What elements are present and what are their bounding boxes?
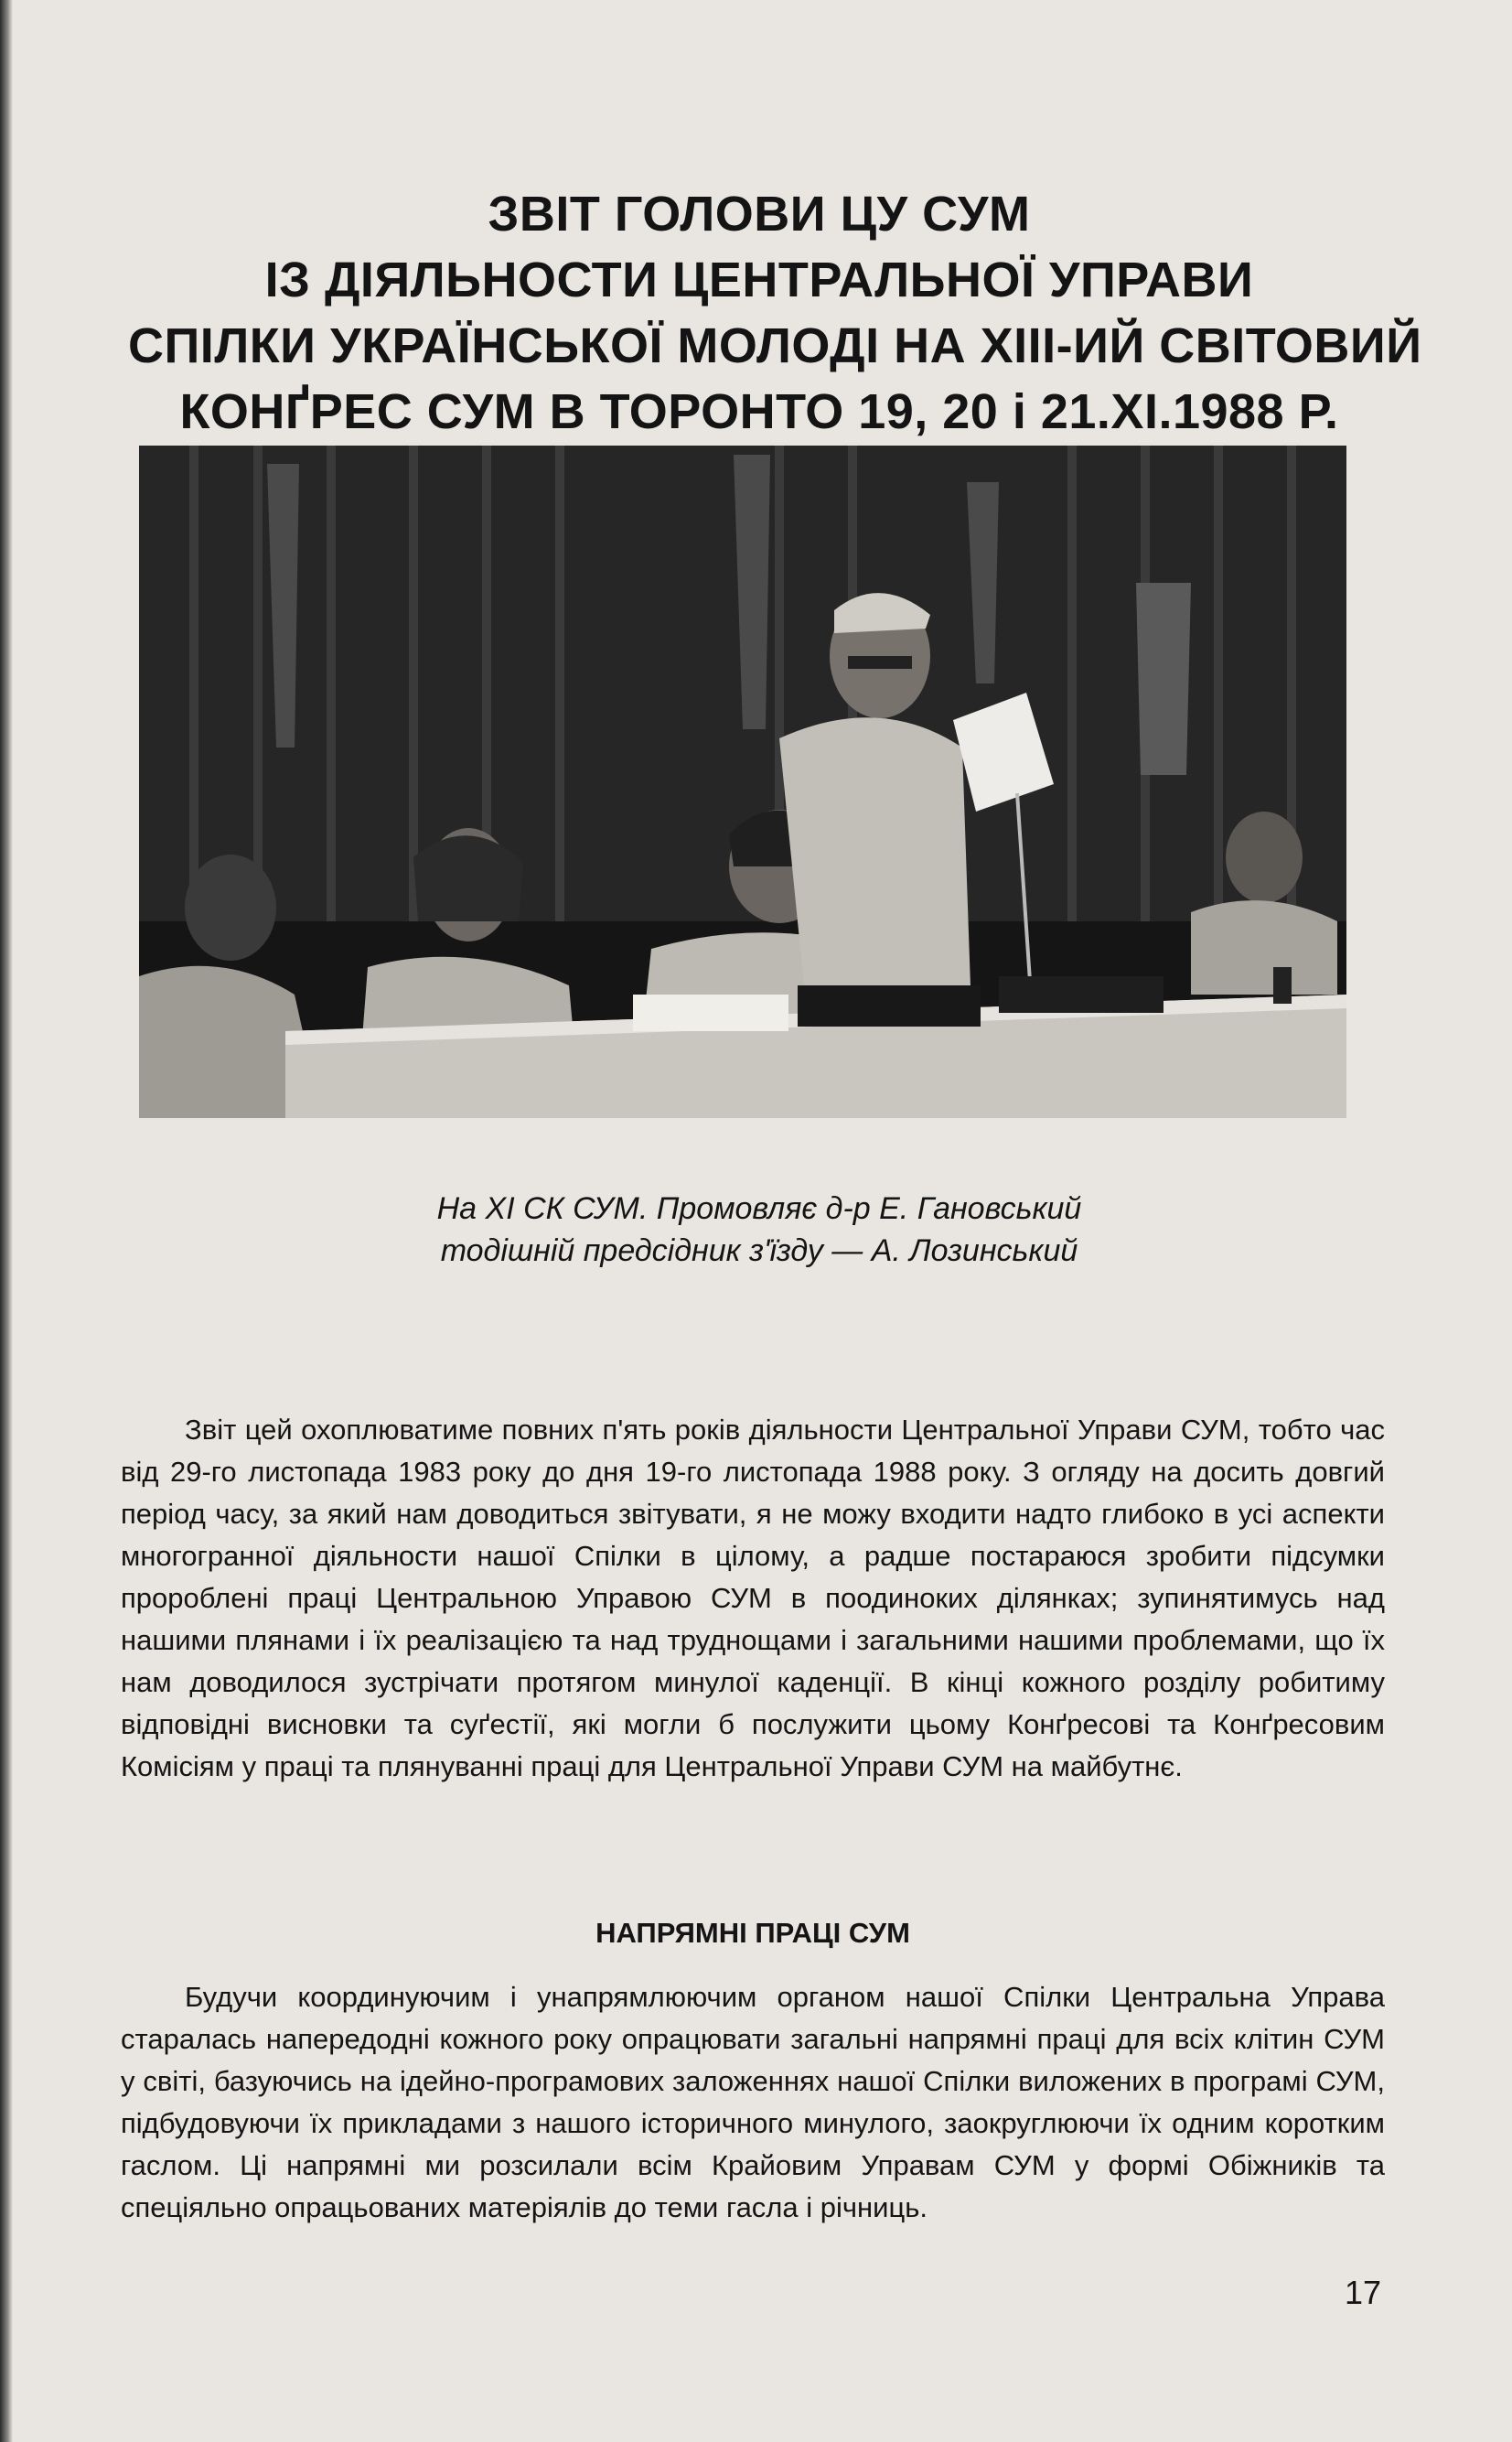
heading-line-1: ЗВІТ ГОЛОВИ ЦУ СУМ	[488, 187, 1031, 242]
photo-caption	[274, 1188, 1244, 1272]
section-title: НАПРЯМНІ ПРАЦІ СУМ	[595, 1917, 910, 1949]
heading-line-3: СПІЛКИ УКРАЇНСЬКОЇ МОЛОДІ НА XIII-ИЙ СВІТОВИЙ	[128, 318, 1422, 373]
section-paragraph: Будучи координуючим і унапрямлюючим органом нашої Спілки Центральна Управа старалась напередодні кожного року опрацювати загальні напрямні праці для всіх клітин СУМ у світі, базуючись на ідейно-програмових заложеннях нашої Спілки виложених в програмі СУМ, підбудовуючи їх прикладами з нашого історичного минулого, заокруглюючи їх одним коротким гаслом. Ці напрямні ми розсилали всім Крайовим Управам СУМ у формі Обіжників та спеціяльно опрацьованих матеріялів до теми гасла і річниць.	[121, 1981, 1385, 2223]
page-number: 17	[1344, 2274, 1381, 2311]
photo-illustration	[139, 446, 1346, 1118]
page-binding-edge	[0, 0, 13, 2442]
caption-line-2: тодішній предсідник з'їзду — А. Лозинський	[440, 1233, 1078, 1268]
congress-photo	[139, 446, 1346, 1118]
heading-line-4: КОНҐРЕС СУМ В ТОРОНТО 19, 20 і 21.XI.1988 Р.	[179, 384, 1339, 439]
heading-line-2: ІЗ ДІЯЛЬНОСТИ ЦЕНТРАЛЬНОЇ УПРАВИ	[264, 253, 1254, 307]
article-heading	[128, 181, 1422, 445]
intro-paragraph: Звіт цей охоплюватиме повних п'ять років діяльности Центральної Управи СУМ, тобто час від 29-го листопада 1983 року до дня 19-го листопада 1988 року. З огляду на досить довгий період часу, за який нам доводиться звітувати, я не можу входити надто глибоко в усі аспекти многогранної діяльности нашої Спілки в цілому, а радше постараюся зробити підсумки пророблені праці Центральною Управою СУМ в поодиноких ділянках; зупинятимусь над нашими плянами і їх реалізацією та над труднощами і загальними нашими проблемами, що їх нам доводилося зустрічати протягом минулої каденції. В кінці кожного розділу робитиму відповідні висновки та суґестії, які могли б послужити цьому Конґресові та Конґресовим Комісіям у праці та плянуванні праці для Центральної Управи СУМ на майбутнє.	[121, 1414, 1385, 1782]
caption-line-1: На XI СК СУМ. Промовляє д-р Е. Гановський	[436, 1191, 1082, 1226]
